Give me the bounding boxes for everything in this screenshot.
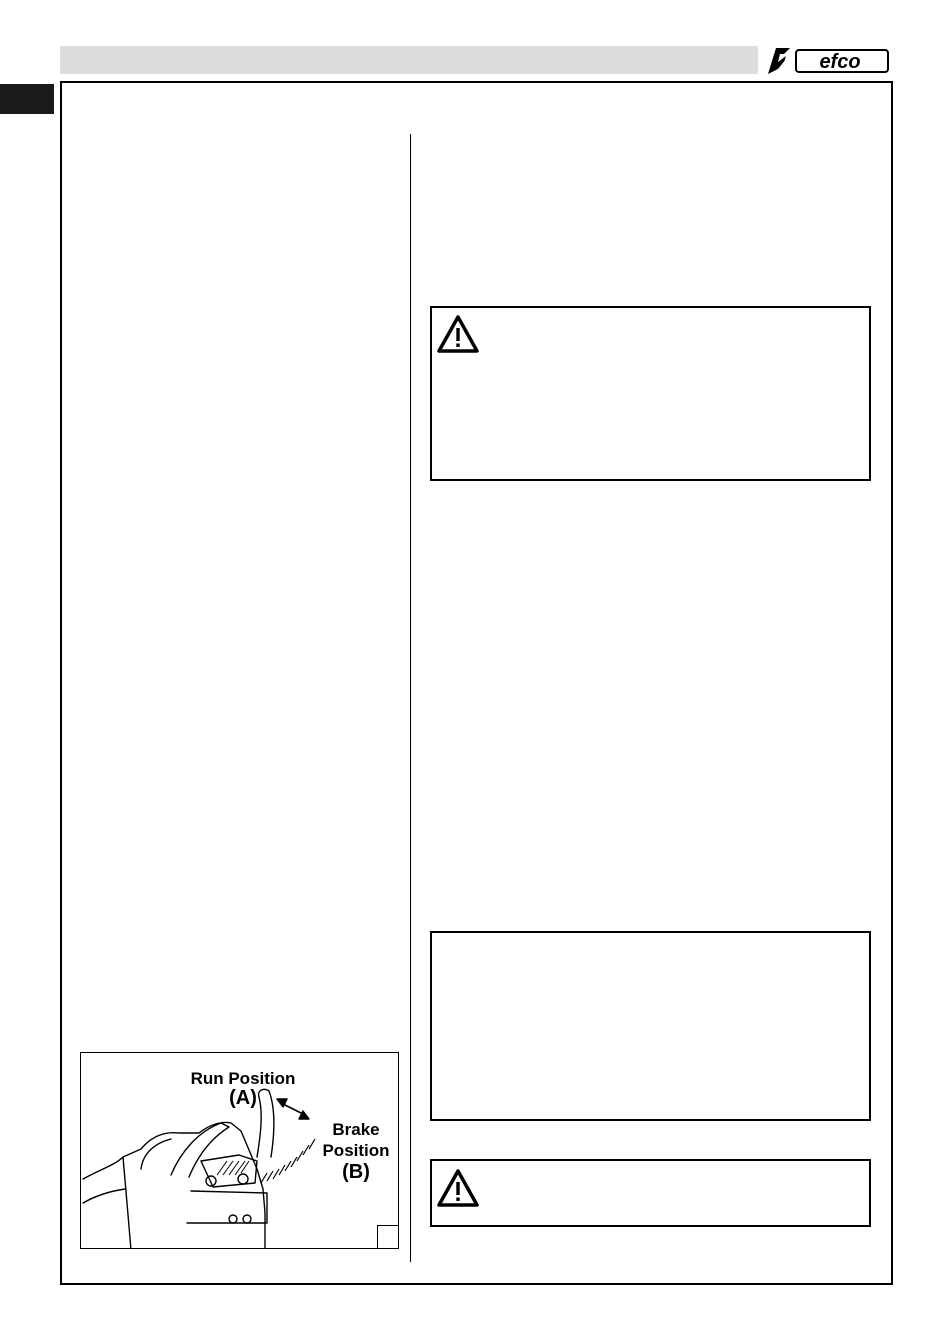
run-position-label: Run Position [190, 1069, 296, 1088]
brake-position-label: Position [322, 1141, 390, 1160]
column-divider [410, 134, 411, 1262]
run-position-letter: (A) [229, 1087, 257, 1109]
brake-label: Brake [332, 1120, 380, 1139]
warning-triangle-icon [436, 314, 480, 354]
brake-position-letter: (B) [342, 1161, 370, 1183]
brand-name: efco [819, 51, 861, 73]
figure-number-box [377, 1225, 398, 1248]
warning-box-bottom [430, 1159, 871, 1227]
warning-triangle-icon [436, 1168, 480, 1208]
note-box [430, 931, 871, 1121]
header-bar [60, 46, 758, 74]
efco-logo [766, 44, 892, 76]
section-tab [0, 84, 54, 114]
chain-brake-figure [80, 1052, 399, 1249]
warning-box [430, 306, 871, 481]
